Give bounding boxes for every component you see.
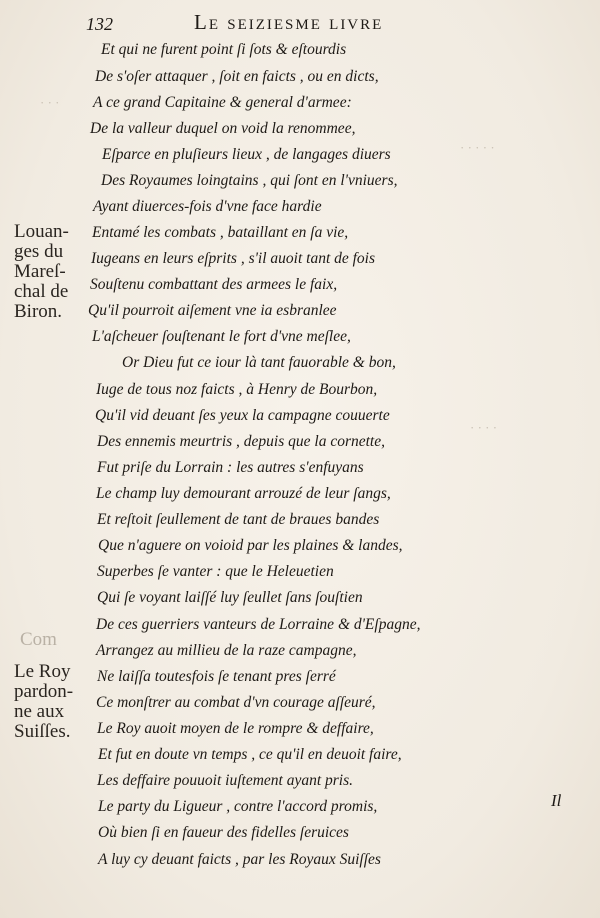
verse-line: Ce monſtrer au combat d'vn courage aſſeuré,: [96, 694, 376, 711]
margin-note-line: Suiſſes.: [14, 721, 71, 742]
verse-line: Qu'il vid deuant ſes yeux la campagne couuerte: [95, 407, 390, 424]
catchword: Il: [551, 791, 562, 810]
verse-line: Iuge de tous noz faicts , à Henry de Bourbon,: [96, 381, 378, 398]
running-title: Le seiziesme livre: [194, 10, 384, 34]
margin-note-louanges: [14, 222, 69, 322]
verse-line: Le champ luy demourant arrouzé de leur ſangs,: [96, 485, 391, 502]
verse-line: Et qui ne furent point ſi ſots & eſtourdis: [101, 41, 347, 58]
verse-line: Les deffaire pouuoit iuſtement ayant pris.: [97, 772, 354, 789]
verse-line: Et reſtoit ſeullement de tant de braues bandes: [97, 511, 380, 528]
verse-line: Or Dieu fut ce iour là tant fauorable & bon,: [122, 354, 396, 371]
verse-line: Qu'il pourroit aiſement vne ia esbranlee: [88, 302, 337, 319]
verse-line: Iugeans en leurs eſprits , s'il auoit tant de fois: [91, 250, 376, 267]
verse-line: Le party du Ligueur , contre l'accord promis,: [98, 798, 378, 815]
verse-line: Le Roy auoit moyen de le rompre & deffaire,: [97, 720, 374, 737]
verse-line: A luy cy deuant faicts , par les Royaux Suiſſes: [98, 851, 381, 868]
verse-line: Fut priſe du Lorrain : les autres s'enfuyans: [97, 459, 364, 476]
margin-note-line: pardon-: [14, 681, 74, 702]
bleed-through-mark: · · ·: [40, 95, 60, 110]
bleed-through-mark: · · · · ·: [460, 140, 495, 155]
verse-line: Où bien ſi en faueur des fidelles ſeruices: [98, 824, 349, 841]
verse-line: Entamé les combats , bataillant en ſa vie,: [92, 224, 349, 241]
verse-line: Des Royaumes loingtains , qui ſont en l'vniuers,: [101, 172, 398, 189]
verse-line: Qui ſe voyant laiſſé luy ſeullet ſans ſouſtien: [97, 589, 363, 606]
verse-line: Des ennemis meurtris , depuis que la cornette,: [97, 433, 385, 450]
verse-line: Ne laiſſa toutesfois ſe tenant pres ſerré: [97, 668, 336, 685]
verse-line: Souſtenu combattant des armees le faix,: [90, 276, 338, 293]
margin-note-line: ne aux: [14, 701, 65, 722]
verse-line: L'aſcheuer ſouſtenant le fort d'vne meſlee,: [92, 328, 351, 345]
verse-line: Ayant diuerces-fois d'vne face hardie: [93, 198, 322, 215]
verse-line: Superbes ſe vanter : que le Heleuetien: [97, 563, 334, 580]
verse-line: Eſparce en pluſieurs lieux , de langages diuers: [102, 146, 391, 163]
verse-line: De s'oſer attaquer , ſoit en faicts , ou en dicts,: [95, 68, 379, 85]
margin-note-roy: [14, 662, 73, 742]
margin-note-line: Le Roy: [14, 661, 71, 682]
page-number: 132: [86, 14, 113, 34]
margin-note-line: Mareſ-: [14, 261, 66, 282]
verse-line: Et fut en doute vn temps , ce qu'il en deuoit faire,: [98, 746, 402, 763]
verse-line: A ce grand Capitaine & general d'armee:: [93, 94, 352, 111]
verse-line: Que n'aguere on voioid par les plaines & landes,: [98, 537, 403, 554]
verse-line: Arrangez au millieu de la raze campagne,: [96, 642, 357, 659]
verse-line: De ces guerriers vanteurs de Lorraine & d'Eſpagne,: [96, 616, 421, 633]
margin-note-line: ges du: [14, 241, 64, 262]
margin-note-line: chal de: [14, 281, 69, 302]
margin-note-line: Louan-: [14, 221, 69, 242]
bleed-through-mark: · · · ·: [470, 420, 498, 435]
margin-note-line: Biron.: [14, 301, 63, 322]
margin-note-line: Com: [20, 629, 57, 650]
verse-line: De la valleur duquel on void la renommee,: [90, 120, 356, 137]
margin-note-com: [20, 630, 57, 650]
page-header: [86, 8, 446, 38]
